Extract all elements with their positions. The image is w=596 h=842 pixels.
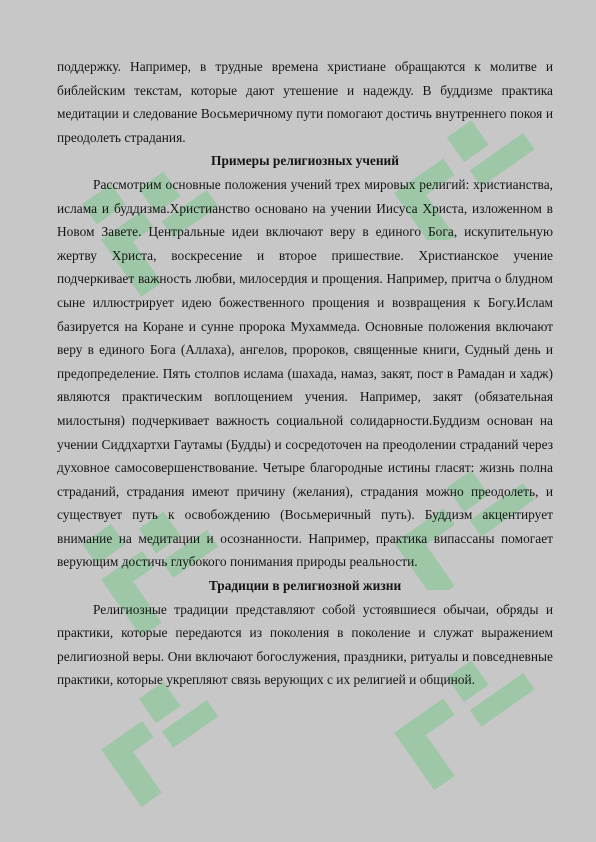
paragraph-3: Религиозные традиции представляют собой устоявшиеся обычаи, обряды и практики, которые передаются из поколения в поколение и служат выражением религиозной веры. Они включают богослужения, праздники, ритуалы и повседневные практики, которые укрепляют связь верующих с их религией и общиной. — [57, 601, 553, 688]
section-heading-religious-teachings: Примеры религиозных учений — [211, 153, 399, 169]
document-text — [57, 55, 553, 692]
paragraph-1: поддержку. Например, в трудные времена христиане обращаются к молитве и библейским текстам, которые дают утешение и надежду. В буддизме практика медитации и следование Восьмеричному пути помогают достичь внутреннего покоя и преодолеть страдания. — [57, 59, 553, 145]
section-heading-religious-traditions: Традиции в религиозной жизни — [208, 578, 402, 594]
paragraph-2: Рассмотрим основные положения учений трех мировых религий: христианства, ислама и буддизма.Христианство основано на учении Иисуса Христа, изложенном в Новом Завете. Центральные идеи включают веру в единого Бога, искупительную жертву Христа, воскресение и второе пришествие. Христианское учение подчеркивает важность любви, милосердия и прощения. Например, притча о блудном сыне иллюстрирует идею божественного прощения и возвращения к Богу.Ислам базируется на Коране и сунне пророка Мухаммеда. Основные положения включают веру в единого Бога (Аллаха), ангелов, пророков, священные книги, Судный день и предопределение. Пять столпов ислама (шахада, намаз, закят, пост в Рамадан и хадж) являются практическим воплощением учения. Например, закят (обязательная милостыня) подчеркивает важность социальной солидарности.Буддизм основан на учении Сиддхартхи Гаутамы (Будды) и сосредоточен на преодолении страданий через духовное самосовершенствование. Четыре благородные истины гласят: жизнь полна страданий, страдания имеют причину (желания), страдания можно преодолеть, и существует путь к освобождению (Восьмеричный путь). Буддизм акцентирует внимание на медитации и осознанности. Например, практика випассаны помогает верующим достичь глубокого понимания природы реальности. — [57, 176, 553, 570]
